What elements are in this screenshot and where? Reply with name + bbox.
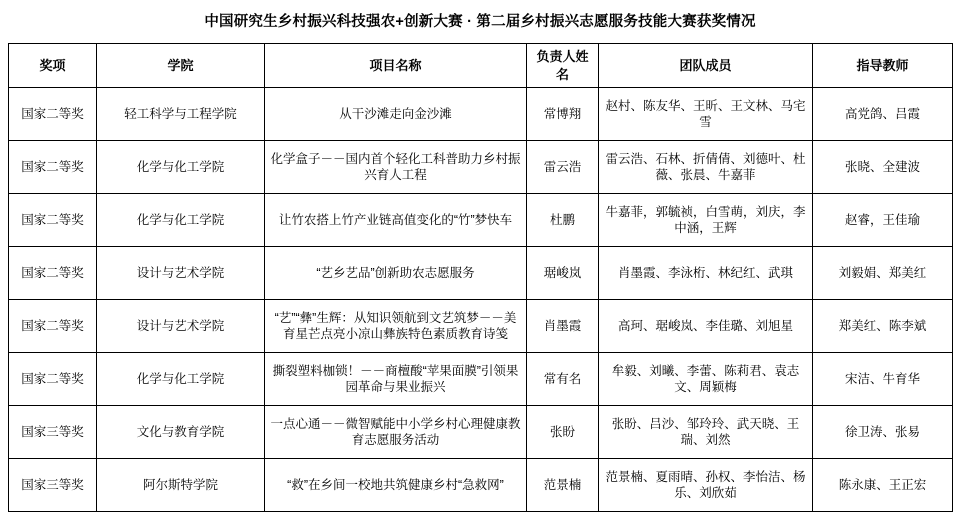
- column-header-members: 团队成员: [599, 44, 813, 88]
- table-row: [9, 459, 953, 512]
- cell-teachers: 高党鸽、吕霞: [813, 88, 953, 141]
- cell-college: 化学与化工学院: [97, 141, 265, 194]
- cell-teachers: 宋洁、牛育华: [813, 353, 953, 406]
- cell-members: 范景楠、夏雨晴、孙权、李怡洁、杨乐、刘欣茹: [599, 459, 813, 512]
- cell-teachers: 张晓、全建波: [813, 141, 953, 194]
- cell-project: 化学盒子－－国内首个轻化工科普助力乡村振兴育人工程: [265, 141, 527, 194]
- column-header-teachers: 指导教师: [813, 44, 953, 88]
- cell-leader: 范景楠: [527, 459, 599, 512]
- cell-college: 化学与化工学院: [97, 194, 265, 247]
- column-header-award: 奖项: [9, 44, 97, 88]
- cell-project: 一点心通－－微智赋能中小学乡村心理健康教育志愿服务活动: [265, 406, 527, 459]
- column-header-college: 学院: [97, 44, 265, 88]
- page-title: 中国研究生乡村振兴科技强农+创新大赛 · 第二届乡村振兴志愿服务技能大赛获奖情况: [204, 14, 756, 30]
- cell-project: “救”在乡间一校地共筑健康乡村“急救网”: [265, 459, 527, 512]
- cell-members: 雷云浩、石林、折倩倩、刘德叶、杜薇、张晨、牛嘉菲: [599, 141, 813, 194]
- cell-college: 化学与化工学院: [97, 353, 265, 406]
- cell-teachers: 徐卫涛、张易: [813, 406, 953, 459]
- cell-teachers: 郑美红、陈李斌: [813, 300, 953, 353]
- award-table: [8, 43, 953, 512]
- cell-members: 肖墨霞、李泳桁、林纪红、武琪: [599, 247, 813, 300]
- cell-award: 国家二等奖: [9, 194, 97, 247]
- column-header-leader: 负责人姓名: [527, 44, 599, 88]
- cell-award: 国家二等奖: [9, 300, 97, 353]
- cell-leader: 常有名: [527, 353, 599, 406]
- cell-project: “艺乡艺品”创新助农志愿服务: [265, 247, 527, 300]
- table-header-row: [9, 44, 953, 88]
- cell-project: 让竹农搭上竹产业链高值变化的“竹”梦快车: [265, 194, 527, 247]
- table-row: [9, 353, 953, 406]
- cell-college: 阿尔斯特学院: [97, 459, 265, 512]
- cell-leader: 琚峻岚: [527, 247, 599, 300]
- table-row: [9, 406, 953, 459]
- cell-college: 轻工科学与工程学院: [97, 88, 265, 141]
- cell-project: “艺”“彝”生辉：从知识领航到文艺筑梦－－美育星芒点亮小凉山彝族特色素质教育诗笺: [265, 300, 527, 353]
- cell-award: 国家三等奖: [9, 406, 97, 459]
- cell-college: 文化与教育学院: [97, 406, 265, 459]
- cell-college: 设计与艺术学院: [97, 247, 265, 300]
- cell-leader: 杜鹏: [527, 194, 599, 247]
- cell-award: 国家二等奖: [9, 88, 97, 141]
- cell-award: 国家三等奖: [9, 459, 97, 512]
- cell-teachers: 刘毅娟、郑美红: [813, 247, 953, 300]
- cell-members: 牛嘉菲，郭毓祯，白雪萌，刘庆，李中涵，王辉: [599, 194, 813, 247]
- cell-teachers: 陈永康、王正宏: [813, 459, 953, 512]
- cell-leader: 雷云浩: [527, 141, 599, 194]
- table-row: [9, 194, 953, 247]
- cell-project: 从干沙滩走向金沙滩: [265, 88, 527, 141]
- cell-members: 张盼、吕沙、邹玲玲、武天晓、王瑞、刘然: [599, 406, 813, 459]
- cell-college: 设计与艺术学院: [97, 300, 265, 353]
- cell-leader: 张盼: [527, 406, 599, 459]
- cell-leader: 肖墨霞: [527, 300, 599, 353]
- cell-teachers: 赵睿，王佳瑜: [813, 194, 953, 247]
- cell-project: 撕裂塑料枷锁！－－商檀酸“苹果面膜”引领果园革命与果业振兴: [265, 353, 527, 406]
- cell-members: 牟毅、刘曦、李蕾、陈莉君、袁志文、周颖梅: [599, 353, 813, 406]
- cell-award: 国家二等奖: [9, 141, 97, 194]
- column-header-project: 项目名称: [265, 44, 527, 88]
- cell-award: 国家二等奖: [9, 353, 97, 406]
- table-row: [9, 141, 953, 194]
- table-row: [9, 247, 953, 300]
- cell-leader: 常博翔: [527, 88, 599, 141]
- cell-award: 国家二等奖: [9, 247, 97, 300]
- cell-members: 赵村、陈友华、王昕、王文林、马宅雪: [599, 88, 813, 141]
- cell-members: 高珂、琚峻岚、李佳璐、刘旭星: [599, 300, 813, 353]
- table-row: [9, 88, 953, 141]
- table-row: [9, 300, 953, 353]
